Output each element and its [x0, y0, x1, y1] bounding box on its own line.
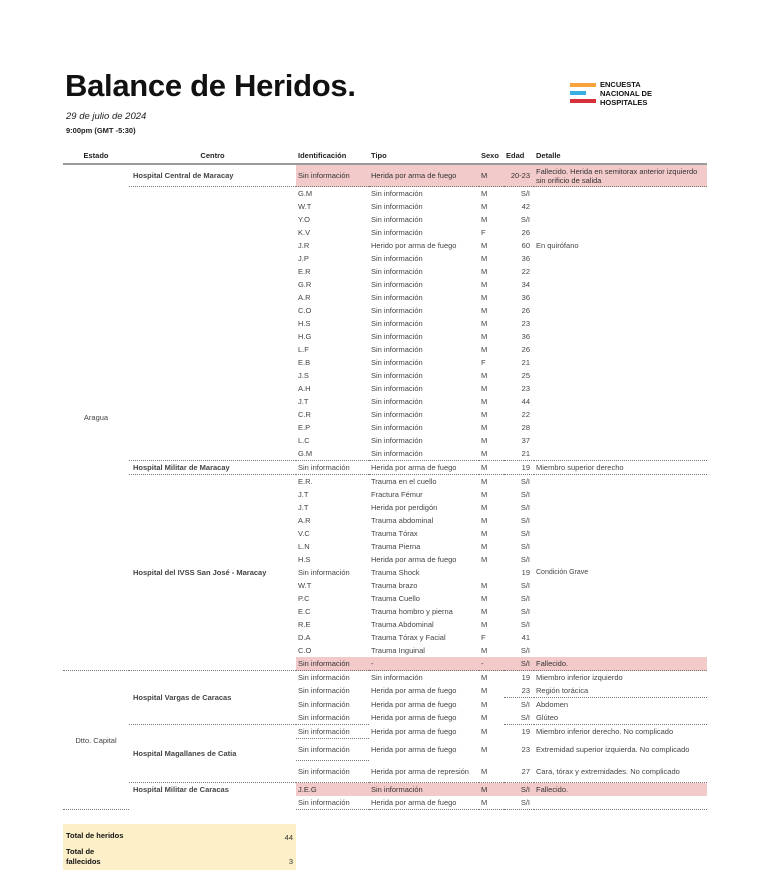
detalle-cell: Condición Grave	[536, 569, 589, 576]
tipo-cell: Herida por arma de fuego	[371, 555, 457, 564]
edad-cell: S/I	[520, 516, 530, 525]
report-time: 9:00pm (GMT -5:30)	[66, 126, 136, 135]
detalle-cell	[534, 796, 707, 810]
detalle-cell	[534, 527, 707, 540]
table-row	[63, 187, 707, 201]
edad-cell: S/I	[520, 581, 530, 590]
sexo-cell: M	[481, 306, 488, 315]
edad-cell: 19	[521, 568, 530, 577]
report-date: 29 de julio de 2024	[66, 111, 147, 122]
edad-cell: 19	[504, 725, 534, 739]
detalle-cell	[534, 382, 707, 395]
sexo-cell: M	[481, 542, 488, 551]
detalle-cell: Miembro inferior izquierdo	[534, 671, 707, 685]
sexo-cell: M	[481, 215, 488, 224]
logo-orange-bar	[570, 83, 596, 87]
detalle-cell	[534, 421, 707, 434]
total-fallecidos-label: Total de fallecidos	[66, 847, 101, 866]
identificacion-cell: J.S	[298, 371, 309, 380]
edad-cell: S/I	[504, 475, 534, 489]
page-title: Balance de Heridos.	[65, 68, 356, 103]
tipo-cell: Trauma Tórax	[371, 529, 418, 538]
sexo-cell: M	[481, 241, 488, 250]
sexo-cell: M	[481, 529, 488, 538]
injured-table	[63, 150, 707, 810]
sexo-cell: M	[479, 783, 504, 797]
identificacion-cell: Sin información	[296, 739, 369, 761]
sexo-cell: F	[481, 358, 486, 367]
tipo-cell: Sin información	[371, 202, 423, 211]
tipo-cell: Sin información	[371, 293, 423, 302]
identificacion-cell: J.T	[298, 503, 309, 512]
detalle-cell: Fallecido. Herida en semitorax anterior izquierdo sin orificio de salida	[534, 164, 707, 187]
detalle-cell: En quirófano	[536, 241, 579, 250]
detalle-cell: Miembro superior derecho	[534, 461, 707, 475]
edad-cell: S/I	[520, 490, 530, 499]
identificacion-cell: E.R	[298, 267, 311, 276]
sexo-cell: M	[481, 581, 488, 590]
tipo-cell: Sin información	[371, 228, 423, 237]
edad-cell: S/I	[520, 594, 530, 603]
detalle-cell	[534, 447, 707, 461]
identificacion-cell: C.O	[298, 646, 312, 655]
identificacion-cell: J.E.G	[296, 783, 369, 797]
detalle-cell	[534, 631, 707, 644]
detalle-cell	[534, 343, 707, 356]
tipo-cell: Herida por perdigón	[371, 503, 438, 512]
edad-cell: S/I	[520, 215, 530, 224]
detalle-cell	[534, 395, 707, 408]
sexo-cell: M	[481, 384, 488, 393]
detalle-cell	[534, 408, 707, 421]
tipo-cell: Sin información	[371, 215, 423, 224]
centro-cell: Hospital Militar de Maracay	[129, 461, 296, 475]
tipo-cell: Herido por arma de fuego	[371, 241, 457, 250]
detalle-cell	[534, 330, 707, 343]
tipo-cell: Herida por arma de fuego	[371, 727, 457, 736]
tipo-cell: Sin información	[371, 254, 423, 263]
identificacion-cell: Sin información	[296, 725, 369, 739]
estado-cell: Aragua	[83, 413, 109, 422]
identificacion-cell: E.P	[298, 423, 311, 432]
edad-cell: 26	[521, 228, 530, 237]
centro-cell: Hospital Magallanes de Catia	[129, 725, 296, 783]
sexo-cell: M	[479, 461, 504, 475]
table-row	[63, 164, 707, 187]
identificacion-cell: Sin información	[298, 713, 350, 722]
detalle-cell: Región torácica	[536, 686, 589, 695]
logo-text: ENCUESTA NACIONAL DE HOSPITALES	[600, 80, 652, 107]
identificacion-cell: Y.O	[298, 215, 310, 224]
col-tipo: Tipo	[369, 150, 479, 164]
tipo-cell: -	[369, 657, 479, 671]
sexo-cell: M	[481, 490, 488, 499]
edad-cell: 36	[521, 254, 530, 263]
tipo-cell: Trauma Pierna	[371, 542, 421, 551]
identificacion-cell: Sin información	[296, 796, 369, 810]
detalle-cell: Fallecido.	[534, 783, 707, 797]
tipo-cell: Sin información	[369, 783, 479, 797]
tipo-cell: Sin información	[371, 384, 423, 393]
identificacion-cell: C.R	[298, 410, 311, 419]
edad-cell: 23	[521, 319, 530, 328]
identificacion-cell: W.T	[298, 202, 312, 211]
centro-cell: Hospital Militar de Caracas	[129, 783, 296, 810]
tipo-cell: Herida por arma de fuego	[371, 686, 457, 696]
tipo-cell: Herida por arma de fuego	[371, 745, 457, 754]
detalle-cell	[534, 579, 707, 592]
edad-cell: 26	[521, 306, 530, 315]
identificacion-cell: Sin información	[296, 657, 369, 671]
identificacion-cell: R.E	[298, 620, 311, 629]
edad-cell: 28	[521, 423, 530, 432]
tipo-cell: Herida por arma de fuego	[371, 699, 457, 709]
edad-cell: S/I	[520, 542, 530, 551]
tipo-cell: Sin información	[371, 332, 423, 341]
tipo-cell: Sin información	[371, 345, 423, 354]
sexo-cell: M	[481, 686, 488, 696]
edad-cell: 42	[521, 202, 530, 211]
identificacion-cell: Sin información	[296, 671, 369, 685]
detalle-cell: Glúteo	[536, 713, 559, 722]
sexo-cell: M	[481, 371, 488, 380]
identificacion-cell: J.P	[298, 254, 309, 263]
identificacion-cell: H.S	[298, 319, 311, 328]
identificacion-cell: L.N	[298, 542, 310, 551]
table-row	[63, 725, 707, 739]
edad-cell: 44	[521, 397, 530, 406]
sexo-cell: M	[481, 449, 488, 458]
tipo-cell: Trauma Abdominal	[371, 620, 434, 629]
edad-cell: 34	[521, 280, 530, 289]
detalle-cell	[534, 187, 707, 201]
col-estado: Estado	[63, 150, 129, 164]
edad-cell: S/I	[504, 796, 534, 810]
tipo-cell: Trauma hombro y pierna	[371, 607, 453, 616]
edad-cell: S/I	[504, 698, 534, 712]
col-centro: Centro	[129, 150, 296, 164]
detalle-cell	[534, 553, 707, 566]
identificacion-cell: A.H	[298, 384, 311, 393]
detalle-cell	[534, 434, 707, 447]
total-fallecidos	[66, 847, 293, 867]
identificacion-cell: Sin información	[298, 568, 350, 577]
sexo-cell: M	[481, 555, 488, 564]
identificacion-cell: G.M	[296, 187, 369, 201]
edad-cell: S/I	[520, 503, 530, 512]
identificacion-cell: G.M	[298, 449, 313, 458]
identificacion-cell: J.T	[298, 397, 309, 406]
edad-cell: 41	[521, 633, 530, 642]
identificacion-cell: W.T	[298, 581, 312, 590]
sexo-cell: M	[481, 699, 488, 709]
centro-cell: Hospital del IVSS San José - Maracay	[129, 475, 296, 671]
sexo-cell: F	[481, 228, 486, 237]
detalle-cell	[534, 540, 707, 553]
edad-cell: 20-23	[504, 164, 534, 187]
detalle-cell	[534, 592, 707, 605]
edad-cell: S/I	[520, 529, 530, 538]
sexo-cell: -	[479, 657, 504, 671]
tipo-cell: Trauma brazo	[371, 581, 418, 590]
tipo-cell: Herida por arma de represión	[371, 766, 469, 776]
sexo-cell: M	[481, 293, 488, 302]
detalle-cell	[534, 278, 707, 291]
edad-cell: 19	[504, 671, 534, 685]
centro-cell: Hospital Vargas de Caracas	[129, 671, 296, 725]
sexo-cell: M	[481, 202, 488, 211]
detalle-cell	[534, 200, 707, 213]
edad-cell: 21	[521, 358, 530, 367]
tipo-cell: Trauma abdominal	[371, 516, 434, 525]
detalle-cell: Abdomen	[534, 698, 707, 712]
logo-blue-bar	[570, 91, 586, 95]
detalle-cell	[534, 501, 707, 514]
detalle-cell: Extremidad superior izquierda. No complicado	[536, 745, 690, 754]
sexo-cell: M	[481, 766, 488, 776]
identificacion-cell: P.C	[298, 594, 310, 603]
sexo-cell: M	[481, 646, 488, 655]
sexo-cell: M	[481, 345, 488, 354]
sexo-cell	[479, 566, 504, 579]
centro-cell-empty	[129, 187, 296, 461]
identificacion-cell: A.R	[298, 516, 311, 525]
total-heridos	[66, 831, 293, 843]
identificacion-cell: J.T	[298, 490, 309, 499]
col-detalle: Detalle	[534, 150, 707, 164]
sexo-cell: M	[481, 332, 488, 341]
sexo-cell: M	[481, 713, 488, 723]
detalle-cell	[534, 265, 707, 278]
sexo-cell: M	[481, 516, 488, 525]
tipo-cell: Trauma Inguinal	[371, 646, 425, 655]
detalle-cell	[534, 356, 707, 369]
identificacion-cell: K.V	[298, 228, 311, 237]
detalle-cell: Cara, tórax y extremidades. No complicado	[536, 766, 680, 776]
detalle-cell	[534, 644, 707, 657]
detalle-cell	[534, 514, 707, 527]
tipo-cell: Sin información	[371, 371, 423, 380]
sexo-cell: M	[479, 164, 504, 187]
identificacion-cell: D.A	[298, 633, 311, 642]
sexo-cell: M	[481, 607, 488, 616]
sexo-cell: M	[481, 503, 488, 512]
detalle-cell	[534, 369, 707, 382]
detalle-cell	[534, 317, 707, 330]
table-row	[63, 461, 707, 475]
table-row	[63, 475, 707, 489]
sexo-cell: M	[479, 475, 504, 489]
edad-cell: 23	[521, 686, 530, 695]
edad-cell: 36	[521, 293, 530, 302]
edad-cell: 27	[521, 766, 530, 776]
edad-cell: S/I	[520, 555, 530, 564]
table-row	[63, 783, 707, 797]
sexo-cell: M	[481, 594, 488, 603]
estado-cell: Dtto. Capital	[63, 671, 129, 810]
detalle-cell: Fallecido.	[534, 657, 707, 671]
detalle-cell	[534, 304, 707, 317]
total-fallecidos-value: 3	[288, 857, 293, 866]
identificacion-cell: E.C	[298, 607, 311, 616]
tipo-cell: Sin información	[371, 436, 423, 445]
edad-cell: 37	[521, 436, 530, 445]
sexo-cell: M	[481, 410, 488, 419]
edad-cell: S/I	[504, 783, 534, 797]
edad-cell: 23	[521, 745, 530, 754]
identificacion-cell: E.R.	[296, 475, 369, 489]
edad-cell: S/I	[504, 187, 534, 201]
sexo-cell: M	[479, 796, 504, 810]
tipo-cell: Herida por arma de fuego	[371, 713, 457, 723]
detalle-cell: Miembro inferior derecho. No complicado	[534, 725, 707, 739]
edad-cell: 23	[521, 384, 530, 393]
total-heridos-value: 44	[284, 833, 293, 842]
detalle-cell	[534, 226, 707, 239]
edad-cell: 26	[521, 345, 530, 354]
sexo-cell: M	[481, 397, 488, 406]
edad-cell: S/I	[520, 713, 530, 722]
total-heridos-label: Total de heridos	[66, 831, 124, 840]
sexo-cell: M	[481, 254, 488, 263]
edad-cell: S/I	[520, 607, 530, 616]
edad-cell: S/I	[504, 657, 534, 671]
sexo-cell: M	[479, 187, 504, 201]
tipo-cell: Trauma en el cuello	[369, 475, 479, 489]
detalle-cell	[534, 618, 707, 631]
tipo-cell: Sin información	[371, 410, 423, 419]
tipo-cell: Sin información	[371, 423, 423, 432]
totals-box	[63, 824, 296, 870]
edad-cell: 25	[521, 371, 530, 380]
edad-cell: 60	[521, 241, 530, 250]
col-edad: Edad	[504, 150, 534, 164]
identificacion-cell: Sin información	[296, 461, 369, 475]
tipo-cell: Fractura Fémur	[371, 490, 423, 499]
centro-cell: Hospital Central de Maracay	[129, 164, 296, 187]
tipo-cell: Sin información	[371, 267, 423, 276]
detalle-cell	[534, 252, 707, 265]
detalle-cell	[534, 213, 707, 226]
identificacion-cell: Sin información	[296, 164, 369, 187]
tipo-cell: Trauma Shock	[371, 568, 420, 577]
identificacion-cell: L.C	[298, 436, 310, 445]
detalle-cell	[534, 605, 707, 618]
tipo-cell: Trauma Cuello	[371, 594, 420, 603]
sexo-cell: M	[481, 423, 488, 432]
sexo-cell: M	[481, 745, 488, 754]
identificacion-cell: C.O	[298, 306, 312, 315]
identificacion-cell: L.F	[298, 345, 309, 354]
col-identificacion: Identificación	[296, 150, 369, 164]
tipo-cell: Sin información	[371, 449, 423, 458]
tipo-cell: Sin información	[369, 187, 479, 201]
table-row	[63, 671, 707, 685]
tipo-cell: Sin información	[369, 671, 479, 685]
col-sexo: Sexo	[479, 150, 504, 164]
identificacion-cell: H.G	[298, 332, 312, 341]
identificacion-cell: V.C	[298, 529, 310, 538]
identificacion-cell: J.R	[298, 241, 310, 250]
tipo-cell: Sin información	[371, 397, 423, 406]
identificacion-cell: Sin información	[298, 686, 350, 696]
identificacion-cell: H.S	[298, 555, 311, 564]
tipo-cell: Sin información	[371, 319, 423, 328]
sexo-cell: M	[481, 436, 488, 445]
identificacion-cell: G.R	[298, 280, 312, 289]
tipo-cell: Herida por arma de fuego	[369, 164, 479, 187]
edad-cell: 19	[504, 461, 534, 475]
sexo-cell: M	[479, 671, 504, 685]
identificacion-cell: A.R	[298, 293, 311, 302]
sexo-cell: M	[481, 280, 488, 289]
table-header	[63, 150, 707, 164]
detalle-cell	[534, 291, 707, 304]
sexo-cell: F	[481, 633, 486, 642]
logo-red-bar	[570, 99, 596, 103]
tipo-cell: Herida por arma de fuego	[369, 796, 479, 810]
edad-cell: S/I	[520, 620, 530, 629]
edad-cell: S/I	[520, 646, 530, 655]
identificacion-cell: E.B	[298, 358, 311, 367]
identificacion-cell: Sin información	[296, 761, 369, 783]
sexo-cell: M	[481, 319, 488, 328]
identificacion-cell: Sin información	[298, 699, 350, 709]
tipo-cell: Trauma Tórax y Facial	[371, 633, 446, 642]
tipo-cell: Herida por arma de fuego	[369, 461, 479, 475]
tipo-cell: Sin información	[371, 306, 423, 315]
detalle-cell	[534, 475, 707, 489]
sexo-cell: M	[481, 620, 488, 629]
edad-cell: 21	[521, 449, 530, 458]
edad-cell: 22	[521, 267, 530, 276]
edad-cell: 36	[521, 332, 530, 341]
sexo-cell: M	[481, 267, 488, 276]
tipo-cell: Sin información	[371, 358, 423, 367]
detalle-cell	[534, 488, 707, 501]
sexo-cell: M	[481, 727, 488, 736]
tipo-cell: Sin información	[371, 280, 423, 289]
edad-cell: 22	[521, 410, 530, 419]
